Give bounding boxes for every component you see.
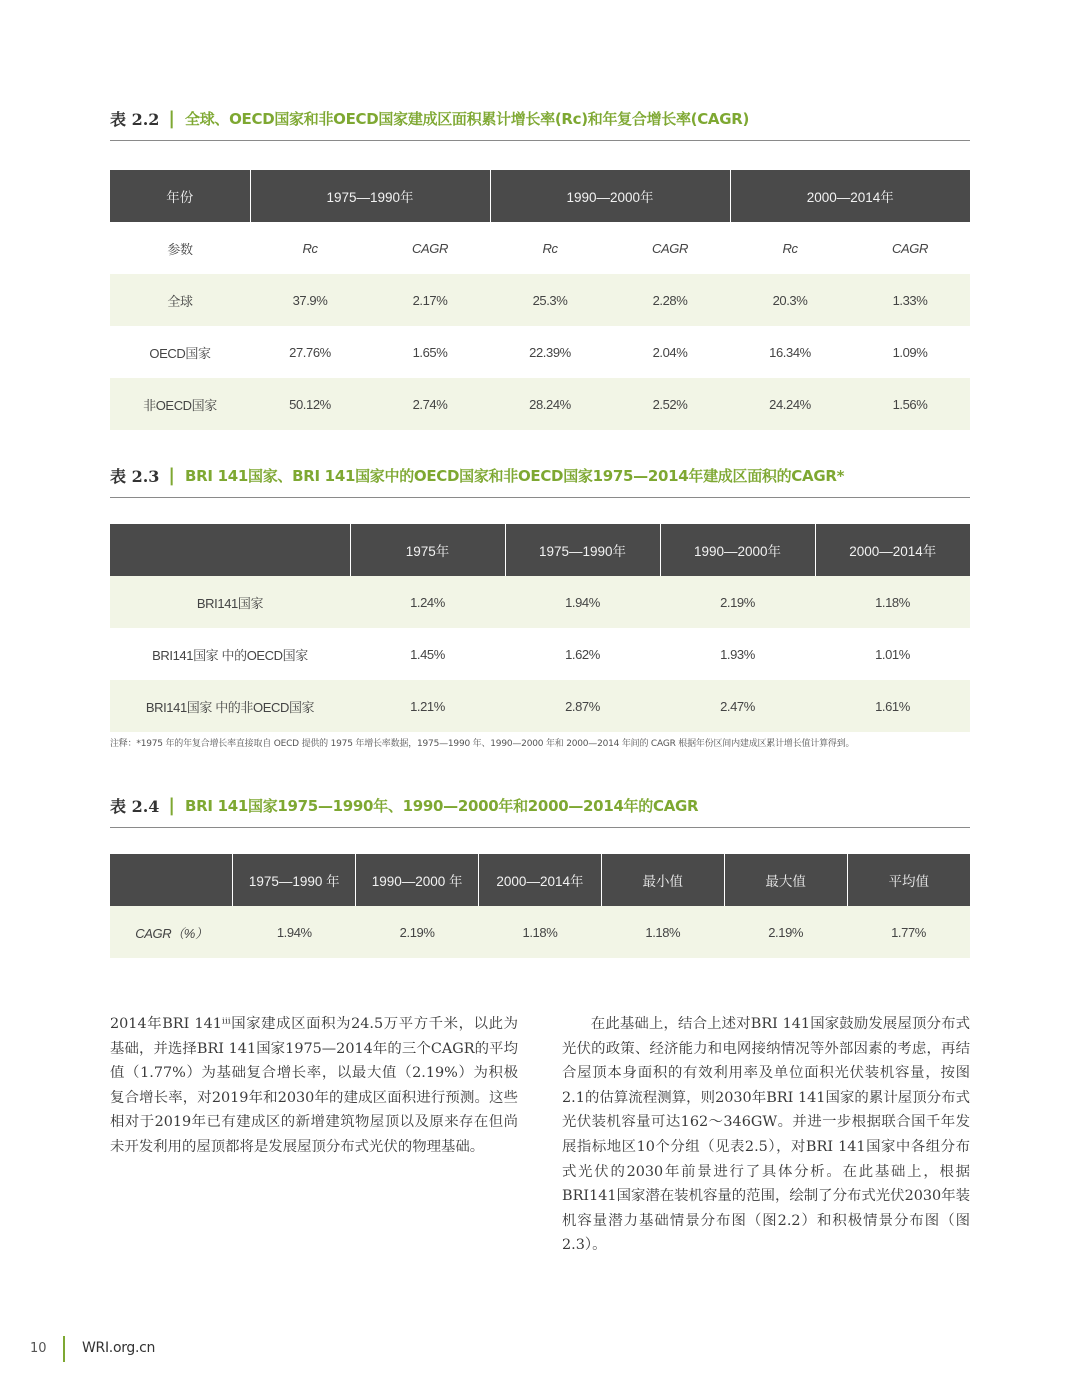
table-title: BRI 141国家、BRI 141国家中的OECD国家和非OECD国家1975—2014年建成区面积的CAGR* (185, 466, 845, 485)
table-cell: 1.09% (892, 344, 928, 360)
caption-separator: | (168, 794, 175, 816)
caption-separator: | (168, 464, 175, 486)
header-cell: 1975—1990年 (505, 524, 660, 576)
table-cell: 27.76% (289, 344, 331, 360)
table-cell: 1.65% (412, 344, 448, 360)
param-cell: Rc (782, 240, 798, 256)
table-cell: 1.93% (720, 646, 755, 662)
body-paragraph-right: 在此基础上，结合上述对BRI 141国家鼓励发展屋顶分布式光伏的政策、经济能力和电网接纳情况等外部因素的考虑，再结合屋顶本身面积的有效利用率及单位面积光伏装机容量，按图2.1的估算流程测算，则2030年BRI 141国家的累计屋顶分布式光伏装机容量可达162～346GW。并进一步根据联合国千年发展指标地区10个分组（见表2.5），对BRI 141国家中各组分布式光伏的2030年前景进行了具体分析。在此基础上，根据BRI141国家潜在装机容量的范围，绘制了分布式光伏2030年装机容量潜力基础情景分布图（图2.2）和积极情景分布图（图2.3）。 (562, 1016, 970, 1254)
table-title: BRI 141国家1975—1990年、1990—2000年和2000—2014年的CAGR (185, 796, 699, 815)
table-row (110, 576, 970, 628)
table-row (110, 326, 970, 378)
table-cell: 16.34% (769, 344, 811, 360)
table-cell: 1.56% (850, 378, 970, 430)
row-label: 全球 (110, 274, 250, 326)
table-cell: 28.24% (490, 378, 610, 430)
header-cell: 1975—1990 年 (233, 854, 356, 906)
page-number: 10 (30, 1341, 47, 1356)
table-cell: 1.94% (233, 906, 356, 958)
header-cell (110, 524, 350, 576)
row-label: BRI141国家 (110, 576, 350, 628)
table-cell: 1.33% (850, 274, 970, 326)
data-table (110, 854, 970, 958)
row-label: 非OECD国家 (110, 378, 250, 430)
header-row (110, 854, 970, 906)
table-cell: 2.47% (660, 680, 815, 732)
row-label: BRI141国家 中的OECD国家 (152, 647, 308, 663)
header-row (110, 524, 970, 576)
header-cell: 1990—2000年 (490, 170, 730, 222)
param-cell: CAGR (412, 240, 448, 256)
data-table (110, 170, 970, 430)
param-cell: CAGR (652, 240, 688, 256)
header-cell: 1990—2000 年 (356, 854, 479, 906)
row-label: BRI141国家 中的非OECD国家 (110, 680, 350, 732)
footer-url[interactable]: WRI.org.cn (82, 1340, 156, 1356)
table-cell: 1.62% (565, 646, 600, 662)
header-cell: 2000—2014年 (479, 854, 602, 906)
table-cell: 2.19% (356, 906, 479, 958)
table-cell: 2.87% (505, 680, 660, 732)
body-paragraph-left: 2014年BRI 141ⁱⁱⁱ国家建成区面积为24.5万平方千米，以此为基础，并选择BRI 141国家1975—2014年的三个CAGR的平均值（1.77%）为基础复合增长率，以最大值（2.19%）为积极复合增长率，对2019年和2030年的建成区面积进行预测。这些相对于2019年已有建成区的新增建筑物屋顶以及原来存在但尚未开发利用的屋顶都将是发展屋顶分布式光伏的物理基础。 (110, 1016, 518, 1155)
table-cell: 37.9% (250, 274, 370, 326)
data-table (110, 524, 970, 732)
table-caption (110, 104, 970, 141)
row-label: OECD国家 (149, 345, 211, 361)
header-cell (110, 854, 233, 906)
table-cell: 1.01% (875, 646, 910, 662)
table-cell: 2.52% (610, 378, 730, 430)
param-cell: Rc (302, 240, 318, 256)
header-cell: 2000—2014年 (730, 170, 970, 222)
table-2-2 (110, 104, 970, 430)
param-cell: 参数 (167, 241, 193, 257)
table-cell: 1.18% (479, 906, 602, 958)
table-cell: 1.77% (847, 906, 970, 958)
table-row (110, 906, 970, 958)
table-cell: 1.45% (410, 646, 445, 662)
table-cell: 22.39% (529, 344, 571, 360)
header-cell: 年份 (110, 170, 250, 222)
table-label: 表 2.2 (110, 109, 160, 129)
row-label: CAGR（%） (110, 906, 233, 958)
table-caption (110, 461, 970, 498)
table-cell: 25.3% (490, 274, 610, 326)
table-label: 表 2.4 (110, 796, 160, 816)
table-cell: 1.61% (815, 680, 970, 732)
table-row (110, 680, 970, 732)
table-2-3 (110, 461, 970, 732)
table-label: 表 2.3 (110, 466, 160, 486)
header-cell: 1975年 (350, 524, 505, 576)
caption-separator: | (168, 107, 175, 129)
header-cell: 1990—2000年 (660, 524, 815, 576)
table-row (110, 628, 970, 680)
table-cell: 2.04% (652, 344, 688, 360)
header-cell: 2000—2014年 (815, 524, 970, 576)
table-cell: 2.17% (370, 274, 490, 326)
header-cell: 1975—1990年 (250, 170, 490, 222)
table-cell: 1.21% (350, 680, 505, 732)
table-cell: 1.18% (815, 576, 970, 628)
header-cell: 最小值 (601, 854, 724, 906)
header-cell: 平均值 (847, 854, 970, 906)
table-cell: 1.94% (505, 576, 660, 628)
table-cell: 1.24% (350, 576, 505, 628)
header-row (110, 170, 970, 222)
table-note: 注释：*1975 年的年复合增长率直接取自 OECD 提供的 1975 年增长率数据，1975—1990 年、1990—2000 年和 2000—2014 年间的 CAGR 根据年份区间内建成区累计增长值计算得到。 (110, 739, 855, 749)
table-title: 全球、OECD国家和非OECD国家建成区面积累计增长率(Rc)和年复合增长率(CAGR) (185, 109, 750, 128)
table-cell: 20.3% (730, 274, 850, 326)
table-cell: 50.12% (250, 378, 370, 430)
table-2-4 (110, 791, 970, 958)
table-cell: 2.19% (660, 576, 815, 628)
param-cell: CAGR (892, 240, 928, 256)
table-caption (110, 791, 970, 828)
param-row (110, 222, 970, 274)
table-row (110, 274, 970, 326)
table-cell: 2.74% (370, 378, 490, 430)
table-cell: 2.28% (610, 274, 730, 326)
table-row (110, 378, 970, 430)
footer-divider (63, 1336, 65, 1362)
table-cell: 1.18% (601, 906, 724, 958)
table-cell: 24.24% (730, 378, 850, 430)
param-cell: Rc (542, 240, 558, 256)
table-cell: 2.19% (724, 906, 847, 958)
header-cell: 最大值 (724, 854, 847, 906)
